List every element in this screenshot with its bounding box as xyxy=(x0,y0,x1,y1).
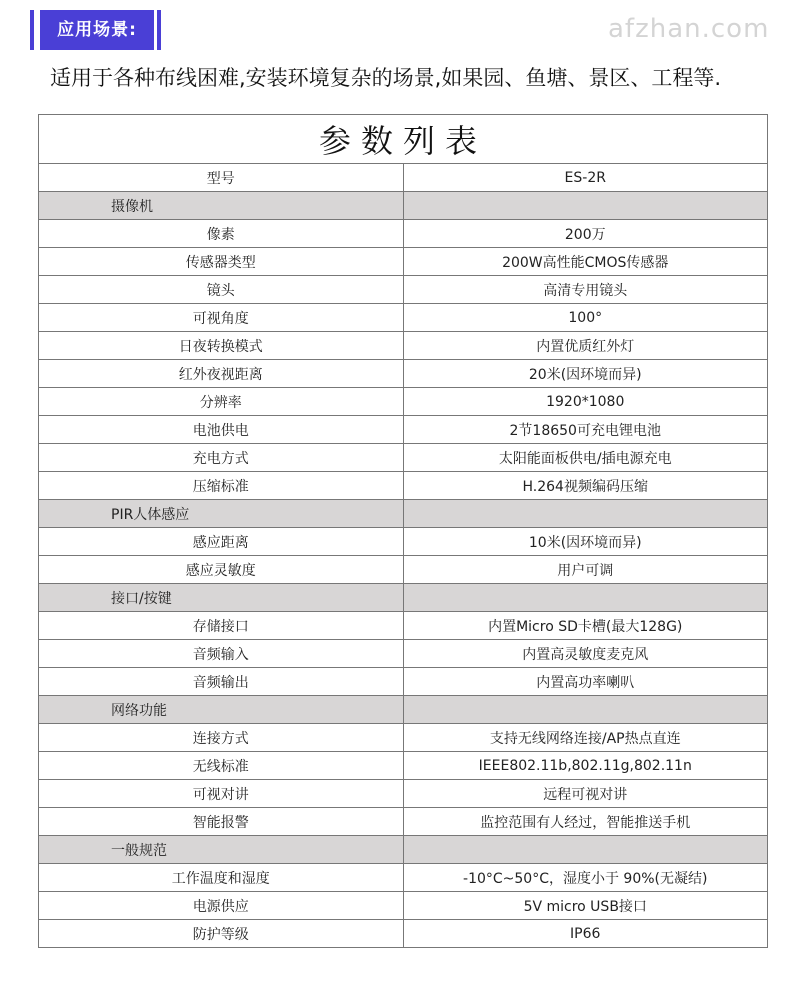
spec-value: 远程可视对讲 xyxy=(403,780,768,808)
table-row xyxy=(39,640,768,668)
spec-label: 防护等级 xyxy=(39,920,404,948)
table-row xyxy=(39,444,768,472)
spec-value: ES-2R xyxy=(403,164,768,192)
section-badge xyxy=(30,10,162,50)
table-row xyxy=(39,612,768,640)
spec-value: 高清专用镜头 xyxy=(403,276,768,304)
spec-label: 工作温度和湿度 xyxy=(39,864,404,892)
spec-value: 内置高功率喇叭 xyxy=(403,668,768,696)
spec-value: 100° xyxy=(403,304,768,332)
table-row xyxy=(39,892,768,920)
spec-label: 感应距离 xyxy=(39,528,404,556)
spec-label: 日夜转换模式 xyxy=(39,332,404,360)
spec-label: 智能报警 xyxy=(39,808,404,836)
spec-label: 可视对讲 xyxy=(39,780,404,808)
table-row xyxy=(39,556,768,584)
spec-label: 像素 xyxy=(39,220,404,248)
spec-label: 音频输入 xyxy=(39,640,404,668)
table-title: 参数列表 xyxy=(39,115,768,164)
section-filler xyxy=(403,584,768,612)
table-row xyxy=(39,276,768,304)
table-row xyxy=(39,472,768,500)
table-row xyxy=(39,332,768,360)
table-row xyxy=(39,304,768,332)
spec-label: 电池供电 xyxy=(39,416,404,444)
badge-right-bar xyxy=(157,10,161,50)
table-row xyxy=(39,360,768,388)
section-label: 一般规范 xyxy=(39,836,404,864)
table-row xyxy=(39,220,768,248)
spec-label: 传感器类型 xyxy=(39,248,404,276)
spec-label: 无线标准 xyxy=(39,752,404,780)
table-row xyxy=(39,164,768,192)
section-filler xyxy=(403,696,768,724)
spec-value: IEEE802.11b,802.11g,802.11n xyxy=(403,752,768,780)
spec-label: 可视角度 xyxy=(39,304,404,332)
spec-value: 用户可调 xyxy=(403,556,768,584)
spec-value: 内置Micro SD卡槽(最大128G) xyxy=(403,612,768,640)
table-row xyxy=(39,808,768,836)
badge-label: 应用场景: xyxy=(40,10,154,50)
spec-label: 型号 xyxy=(39,164,404,192)
spec-value: 内置高灵敏度麦克风 xyxy=(403,640,768,668)
spec-value: 内置优质红外灯 xyxy=(403,332,768,360)
spec-value: IP66 xyxy=(403,920,768,948)
watermark: afzhan.com xyxy=(608,14,770,44)
table-row xyxy=(39,780,768,808)
section-filler xyxy=(403,192,768,220)
table-row xyxy=(39,388,768,416)
spec-label: 连接方式 xyxy=(39,724,404,752)
spec-value: 支持无线网络连接/AP热点直连 xyxy=(403,724,768,752)
table-row xyxy=(39,668,768,696)
spec-value: 5V micro USB接口 xyxy=(403,892,768,920)
spec-label: 感应灵敏度 xyxy=(39,556,404,584)
spec-label: 电源供应 xyxy=(39,892,404,920)
section-label: PIR人体感应 xyxy=(39,500,404,528)
table-row xyxy=(39,416,768,444)
spec-table xyxy=(38,114,768,948)
section-filler xyxy=(403,500,768,528)
spec-value: 监控范围有人经过，智能推送手机 xyxy=(403,808,768,836)
spec-label: 充电方式 xyxy=(39,444,404,472)
section-header-row xyxy=(39,836,768,864)
badge-left-bar xyxy=(30,10,34,50)
spec-value: 20米(因环境而异) xyxy=(403,360,768,388)
spec-value: 200W高性能CMOS传感器 xyxy=(403,248,768,276)
intro-text: 适用于各种布线困难,安装环境复杂的场景,如果园、鱼塘、景区、工程等. xyxy=(50,66,722,90)
section-header-row xyxy=(39,500,768,528)
spec-label: 红外夜视距离 xyxy=(39,360,404,388)
table-row xyxy=(39,528,768,556)
table-row xyxy=(39,752,768,780)
section-label: 网络功能 xyxy=(39,696,404,724)
table-row xyxy=(39,864,768,892)
spec-label: 音频输出 xyxy=(39,668,404,696)
section-header-row xyxy=(39,584,768,612)
section-header-row xyxy=(39,696,768,724)
spec-value: 2节18650可充电锂电池 xyxy=(403,416,768,444)
section-label: 摄像机 xyxy=(39,192,404,220)
spec-label: 存储接口 xyxy=(39,612,404,640)
section-filler xyxy=(403,836,768,864)
table-row xyxy=(39,920,768,948)
spec-value: 太阳能面板供电/插电源充电 xyxy=(403,444,768,472)
spec-value: -10°C~50°C，湿度小于 90%(无凝结) xyxy=(403,864,768,892)
table-row xyxy=(39,248,768,276)
section-header-row xyxy=(39,192,768,220)
spec-value: 10米(因环境而异) xyxy=(403,528,768,556)
spec-value: 1920*1080 xyxy=(403,388,768,416)
spec-value: 200万 xyxy=(403,220,768,248)
table-title-row xyxy=(39,115,768,164)
section-label: 接口/按键 xyxy=(39,584,404,612)
spec-value: H.264视频编码压缩 xyxy=(403,472,768,500)
spec-label: 压缩标准 xyxy=(39,472,404,500)
spec-label: 镜头 xyxy=(39,276,404,304)
spec-label: 分辨率 xyxy=(39,388,404,416)
table-row xyxy=(39,724,768,752)
